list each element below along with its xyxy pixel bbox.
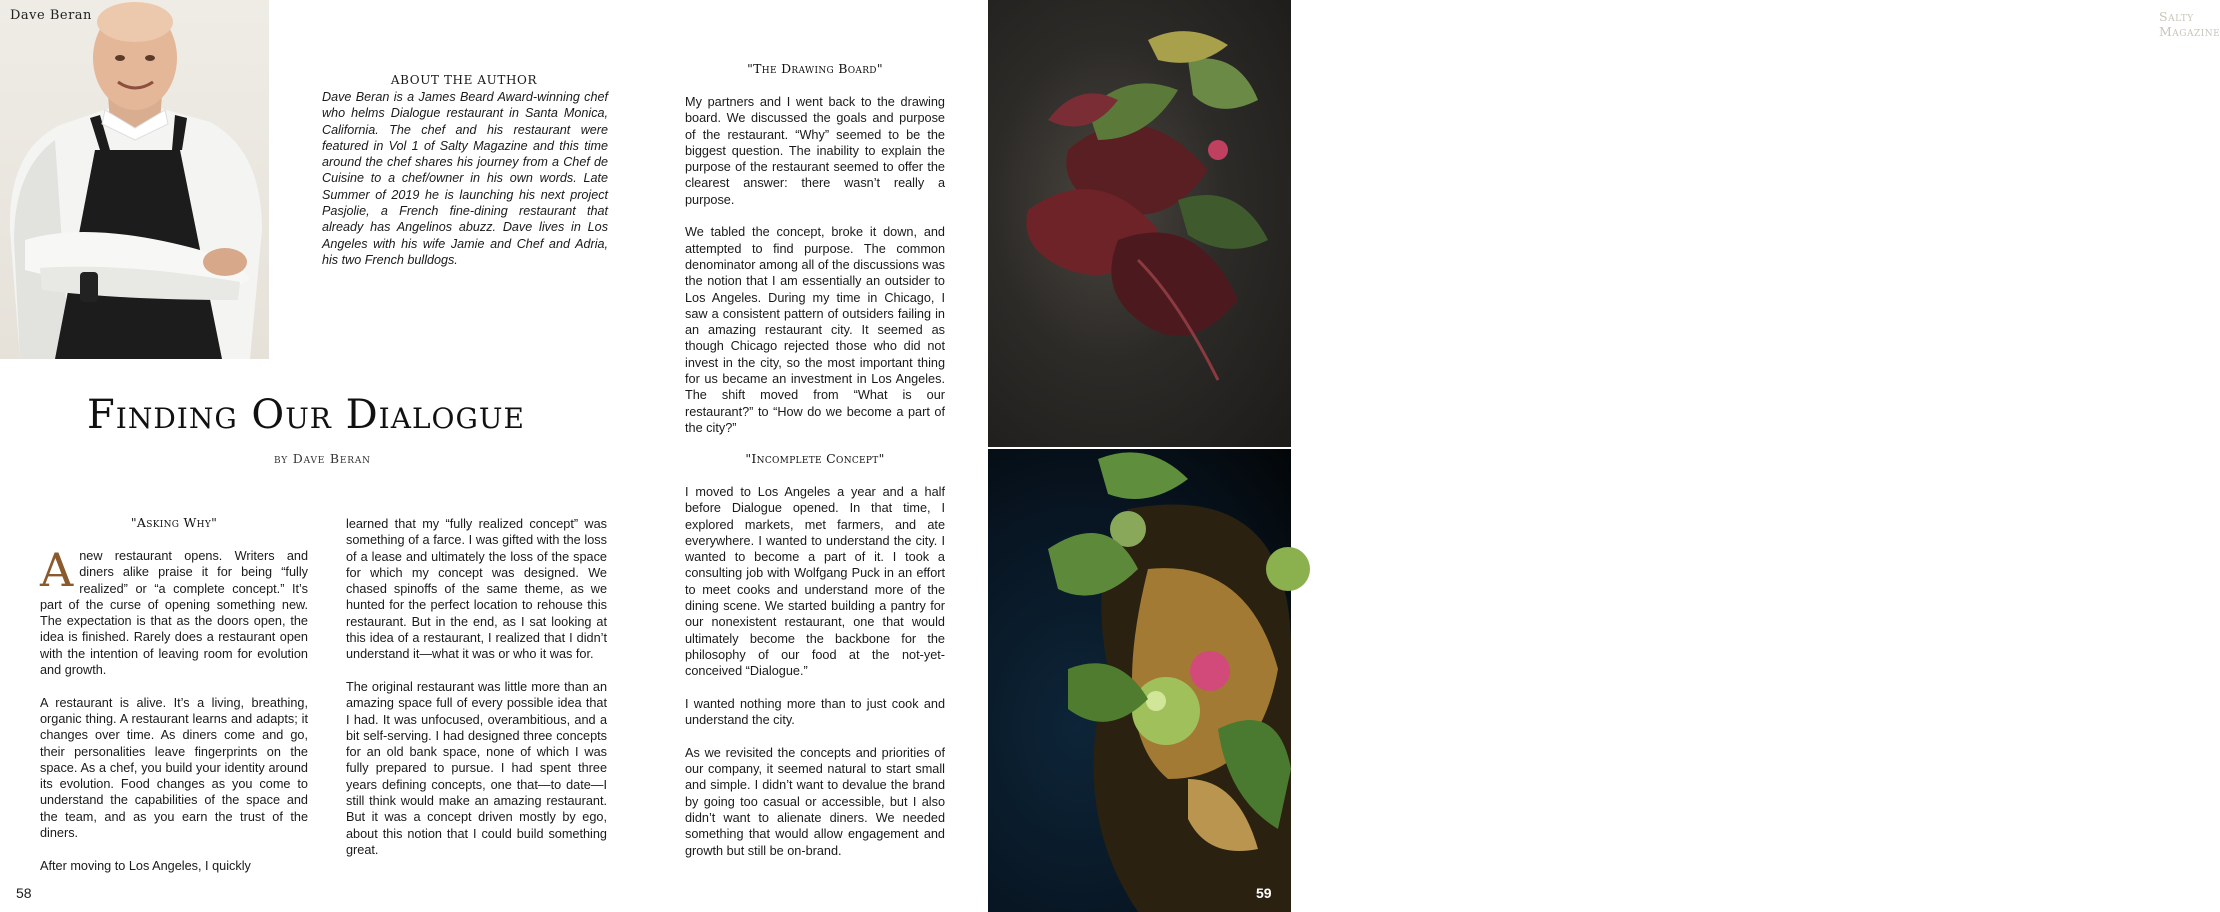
- paragraph: A restaurant is alive. It’s a living, breathing, organic thing. A restaurant learns and adapts; it changes over time. As diners come and go, their personalities leave fingerprints on the space. As a chef, you build your identity around its evolution. Food changes as you come to understand the capabilities of the space and the team, and as you earn the trust of the diners.: [40, 695, 308, 841]
- peas-dish-illustration: [988, 449, 1291, 912]
- food-photo-bottom: [988, 449, 1291, 912]
- page-number-left: 58: [16, 885, 32, 901]
- paragraph: learned that my “fully realized concept” was something of a farce. I was gifted with the loss of a lease and ultimately the loss of the space for which my concept was designed. We chased spinoffs of the same theme, as we hunted for the perfect location to rehouse this restaurant. But in the end, as I sat looking at this idea of a restaurant, I realized that I didn’t understand it—what it was or who it was for.: [346, 517, 607, 662]
- paragraph: The original restaurant was little more than an amazing space full of every possible idea that I had. It was unfocused, overambitious, and a bit self-serving. I had designed three concepts for an old bank space, none of which I was fully prepared to pursue. I had spent three years defining concepts, one that—to date—I still think would make an amazing restaurant. But it was a concept driven mostly by ego, about this notion that I could build something great.: [346, 679, 607, 857]
- paragraph: I moved to Los Angeles a year and a half before Dialogue opened. In that time, I explored markets, met farmers, and ate everywhere. I wanted to understand the city. I wanted to become a part of it. I took a consulting job with Wolfgang Puck in an effort to meet cooks and understand more of the dining scene. We started building a pantry for our nonexistent restaurant, one that would ultimately become the backbone for the philosophy of our food at the not-yet-conceived “Dialogue.”: [685, 485, 945, 679]
- photo-caption: Dave Beran: [10, 8, 92, 23]
- column-3-top: [685, 94, 945, 453]
- paragraph: We tabled the concept, broke it down, and attempted to find purpose. The common denominator among all of the discussions was the notion that I am essentially an outsider to Los Angeles. During my time in Chicago, I saw a consistent pattern of outsiders failing in an amazing restaurant city. It seemed as though Chicago rejected those who did not invest in the city, so the most important thing for us became an investment in Los Angeles. The shift moved from “What is our restaurant?” to “How do we become a part of the city?”: [685, 225, 945, 435]
- column-3-bottom: [685, 484, 945, 875]
- magazine-name: Salty Magazine: [2159, 9, 2220, 39]
- drop-cap: A: [40, 543, 74, 597]
- food-photo-top: [988, 0, 2220, 447]
- column-2: [346, 516, 607, 875]
- paragraph-text: new restaurant opens. Writers and diners alike praise it for being “fully realized” or “a complete concept.” It’s part of the curse of opening something new. The expectation is that as the doors open, the idea is finished. Rarely does a restaurant open with the intention of leaving room for evolution and growth.: [40, 549, 308, 678]
- paragraph: After moving to Los Angeles, I quickly: [40, 858, 251, 873]
- byline: by Dave Beran: [274, 451, 371, 466]
- section-heading-drawing-board: "The Drawing Board": [747, 61, 883, 76]
- paragraph: As we revisited the concepts and priorities of our company, it seemed natural to start small and simple. I didn’t want to devalue the brand by going too casual or accessible, but I also didn’t want to alienate diners. We needed something that would allow engagement and growth but still be on-brand.: [685, 745, 945, 858]
- paragraph: [40, 543, 308, 678]
- paragraph: My partners and I went back to the drawing board. We discussed the goals and purpose of the restaurant. “Why” seemed to be the biggest question. The inability to explain the purpose of the restaurant seemed to offer the clearest answer: there wasn’t really a purpose.: [685, 95, 945, 207]
- page-number-right: 59: [1256, 885, 1272, 901]
- section-heading-incomplete-concept: "Incomplete Concept": [745, 451, 885, 466]
- chef-portrait-illustration: [0, 0, 269, 359]
- paragraph: I wanted nothing more than to just cook and understand the city.: [685, 696, 945, 728]
- article-title: Finding Our Dialogue: [87, 392, 525, 438]
- column-1: [40, 543, 308, 890]
- section-heading-asking-why: "Asking Why": [130, 515, 218, 530]
- about-author-body: Dave Beran is a James Beard Award-winning chef who helms Dialogue restaurant in Santa Monica, California. The chef and his restaurant were featured in Vol 1 of Salty Magazine and this time around the chef shares his journey from a Chef de Cuisine to a chef/owner in his own words. Late Summer of 2019 he is launching his next project Pasjolie, a French fine-dining restaurant that already has Angelinos abuzz. Dave lives in Los Angeles with his wife Jamie and Chef and Adria, his two French bulldogs.: [322, 90, 608, 267]
- author-photo: [0, 0, 269, 359]
- about-author-heading: ABOUT THE AUTHOR: [390, 73, 538, 87]
- leaves-dish-illustration: [988, 0, 1291, 447]
